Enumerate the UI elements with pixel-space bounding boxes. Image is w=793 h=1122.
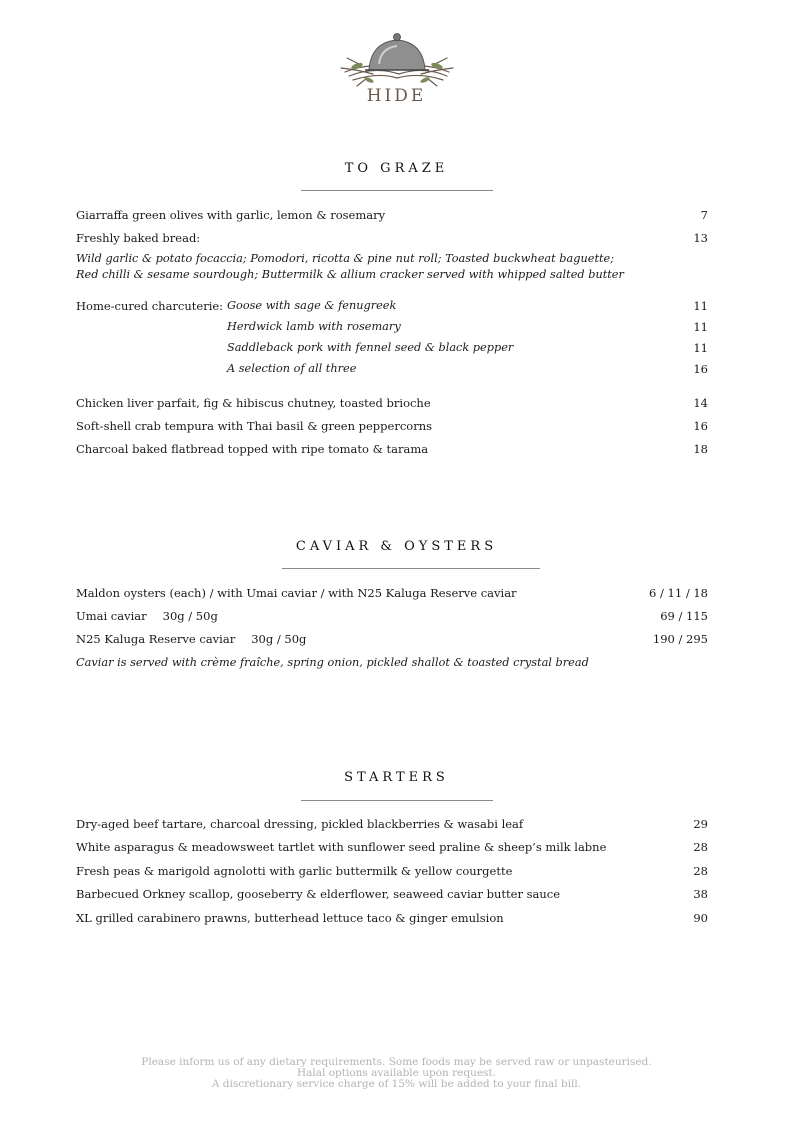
section-divider xyxy=(301,190,493,191)
menu-item-description xyxy=(76,251,624,283)
charcuterie-label: Home-cured charcuterie: xyxy=(76,299,224,313)
menu-item-name: Maldon oysters (each) / with Umai caviar / with N25 Kaluga Reserve caviar xyxy=(76,586,517,600)
footer-line: A discretionary service charge of 15% will be added to your final bill. xyxy=(211,1078,582,1090)
menu-item-name: Fresh peas & marigold agnolotti with garlic buttermilk & yellow courgette xyxy=(76,864,513,878)
menu-item-name: Freshly baked bread: xyxy=(76,231,201,245)
menu-item-price: 11 xyxy=(693,341,708,355)
cloche-nest-icon xyxy=(339,28,455,88)
menu-item-price: 28 xyxy=(693,864,708,878)
footer-line: Please inform us of any dietary requirements. Some foods may be served raw or unpasteurised. xyxy=(141,1056,652,1068)
menu-item-price: 69 / 115 xyxy=(660,609,708,623)
section-title-graze: TO GRAZE xyxy=(344,161,449,176)
menu-item-price: 38 xyxy=(693,887,708,901)
menu-item-size: 30g / 50g xyxy=(251,632,307,646)
footer-line: Halal options available upon request. xyxy=(296,1067,496,1079)
menu-item-price: 13 xyxy=(693,231,708,245)
menu-item-name: Umai caviar xyxy=(76,609,147,623)
menu-item-price: 90 xyxy=(693,911,708,925)
menu-item-row xyxy=(76,632,306,646)
charcuterie-option: Goose with sage & fenugreek xyxy=(227,299,397,312)
charcuterie-option: Saddleback pork with fennel seed & black pepper xyxy=(227,341,514,354)
menu-item-name: Barbecued Orkney scallop, gooseberry & elderflower, seaweed caviar butter sauce xyxy=(76,887,561,901)
menu-item-price: 16 xyxy=(693,362,708,376)
menu-item-price: 16 xyxy=(693,419,708,433)
menu-item-name: N25 Kaluga Reserve caviar xyxy=(76,632,236,646)
menu-item-name: Giarraffa green olives with garlic, lemon & rosemary xyxy=(76,208,386,222)
brand-name: HIDE xyxy=(366,86,427,106)
menu-item-name: Charcoal baked flatbread topped with ripe tomato & tarama xyxy=(76,442,429,456)
menu-item-price: 11 xyxy=(693,299,708,313)
menu-item-name: XL grilled carabinero prawns, butterhead lettuce taco & ginger emulsion xyxy=(76,911,504,925)
caviar-note: Caviar is served with crème fraîche, spring onion, pickled shallot & toasted crystal bread xyxy=(76,656,589,669)
menu-item-price: 7 xyxy=(700,208,708,222)
description-line: Red chilli & sesame sourdough; Buttermilk & allium cracker served with whipped salted butter xyxy=(76,268,624,281)
charcuterie-option: Herdwick lamb with rosemary xyxy=(227,320,401,333)
menu-item-name: Chicken liver parfait, fig & hibiscus chutney, toasted brioche xyxy=(76,396,431,410)
charcuterie-option: A selection of all three xyxy=(227,362,357,375)
description-line: Wild garlic & potato focaccia; Pomodori, ricotta & pine nut roll; Toasted buckwheat baguette; xyxy=(76,252,615,265)
menu-item-price: 28 xyxy=(693,840,708,854)
menu-item-name: White asparagus & meadowsweet tartlet with sunflower seed praline & sheep’s milk labne xyxy=(76,840,607,854)
section-title-caviar: CAVIAR & OYSTERS xyxy=(295,539,498,554)
section-divider xyxy=(282,568,540,569)
menu-item-name: Soft-shell crab tempura with Thai basil & green peppercorns xyxy=(76,419,433,433)
menu-item-size: 30g / 50g xyxy=(162,609,218,623)
menu-item-price: 6 / 11 / 18 xyxy=(649,586,708,600)
menu-item-price: 29 xyxy=(693,817,708,831)
footer-notice xyxy=(0,1057,793,1090)
section-title-starters: STARTERS xyxy=(344,770,449,785)
menu-item-price: 190 / 295 xyxy=(652,632,708,646)
menu-item-price: 11 xyxy=(693,320,708,334)
section-divider xyxy=(301,800,493,801)
menu-item-price: 14 xyxy=(693,396,708,410)
menu-item-name: Dry-aged beef tartare, charcoal dressing, pickled blackberries & wasabi leaf xyxy=(76,817,524,831)
menu-item-row xyxy=(76,609,218,623)
menu-item-price: 18 xyxy=(693,442,708,456)
